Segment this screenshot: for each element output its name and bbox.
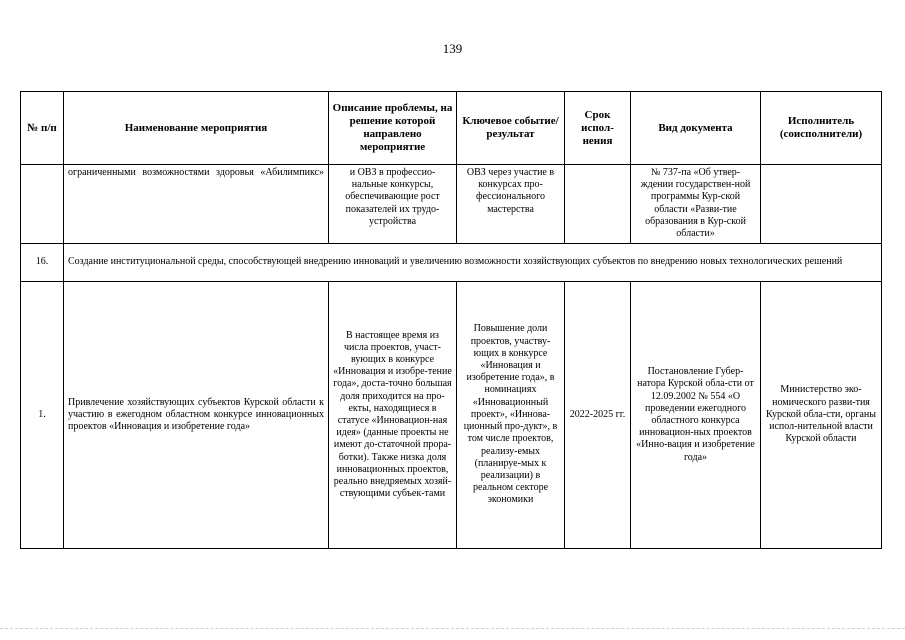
cell-document-type: Постановление Губер-натора Курской обла-сти от 12.09.2002 № 554 «О проведении ежегодного областного конкурса инновацион-ных проектов «Инно-вация и изобретение года»: [631, 282, 761, 549]
measures-table: [20, 91, 882, 549]
table-row: [21, 282, 882, 549]
cell-executor: Министерство эко-номического разви-тия Курской обла-сти, органы испол-нительной власти Курской области: [761, 282, 882, 549]
cell-measure-name: [64, 165, 329, 244]
section-row: [21, 244, 882, 282]
header-document-type: Вид документа: [631, 92, 761, 165]
cell-document-type: № 737-па «Об утвер-ждении государствен-ной программы Кур-ской области «Разви-тие образования в Кур-ской области»: [631, 165, 761, 244]
cell-problem: и ОВЗ в профессио-нальные конкурсы, обеспечивающие рост показателей их трудо-устройства: [329, 165, 457, 244]
scan-edge-line: [0, 628, 905, 629]
cell-problem: В настоящее время из числа проектов, участ-вующих в конкурсе «Инновация и изобре-тение года», доста-точно большая доля приходится на про-екты, находящиеся в статусе «Инновацион-ная идея» (данные проекты не имеют до-статочной прора-ботки). Также низка доля инновационных проектов, реально внедряемых хозяй-ствующими субъек-тами: [329, 282, 457, 549]
header-number: № п/п: [21, 92, 64, 165]
page-number: 139: [442, 41, 463, 56]
cell-term: 2022-2025 гг.: [565, 282, 631, 549]
header-term: Срок испол-нения: [565, 92, 631, 165]
cell-number: [21, 165, 64, 244]
table-row-continuation: [21, 165, 882, 244]
section-title: Создание институциональной среды, способствующей внедрению инноваций и увеличению возможности хозяйствующих субъектов по внедрению новых технологических решений: [64, 244, 882, 282]
cell-term: [565, 165, 631, 244]
header-measure-name: Наименование мероприятия: [64, 92, 329, 165]
header-row: [21, 92, 882, 165]
cell-key-event: Повышение доли проектов, участву-ющих в конкурсе «Инновация и изобретение года», в номинациях «Инновационный проект», «Иннова-ционный про-дукт», в том числе проектов, реализу-емых (планируе-мых к реализации) в реальном секторе экономики: [457, 282, 565, 549]
header-key-event: Ключевое событие/ результат: [457, 92, 565, 165]
cell-number: 1.: [21, 282, 64, 549]
cell-executor: [761, 165, 882, 244]
header-executor: Исполнитель (соисполнители): [761, 92, 882, 165]
cell-key-event: ОВЗ через участие в конкурсах про-фессионального мастерства: [457, 165, 565, 244]
section-number: 16.: [21, 244, 64, 282]
cell-measure-name: Привлечение хозяйствующих субъектов Курской области к участию в ежегодном областном конкурсе инновационных проектов «Инновация и изобретение года»: [64, 282, 329, 549]
measure-name-text: ограниченными возможностями здоровья «Абилимпикс»: [68, 167, 324, 178]
header-problem: Описание проблемы, на решение которой направлено мероприятие: [329, 92, 457, 165]
